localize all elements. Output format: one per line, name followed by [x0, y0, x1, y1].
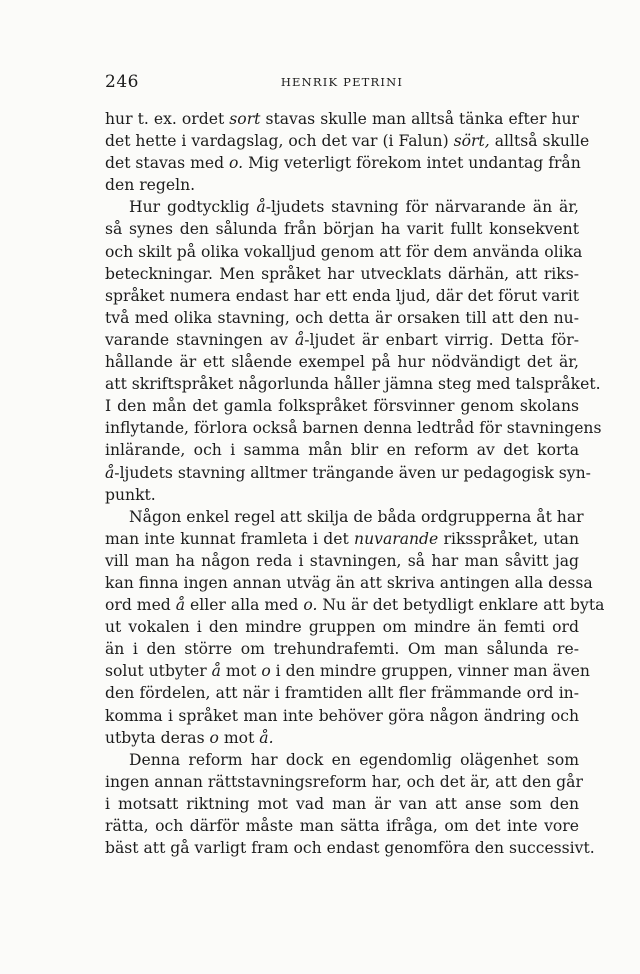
- text-line: [105, 660, 590, 682]
- italic-run: å: [294, 330, 305, 349]
- text-line: [105, 727, 579, 749]
- text-run: man inte kunnat framleta i det: [105, 529, 355, 548]
- text-line: [105, 351, 579, 373]
- italic-run: å: [256, 198, 266, 217]
- text-run: Denna reform har dock en egendomlig olägenhet som: [129, 750, 579, 769]
- italic-run: å: [105, 463, 115, 482]
- text-run: ingen annan rättstavningsreform har, och det är, att den går: [105, 772, 583, 791]
- text-line: [105, 130, 590, 152]
- italic-run: å.: [259, 728, 274, 747]
- text-line: [105, 307, 579, 329]
- text-run: beteckningar. Men språket har utvecklats därhän, att riks-: [105, 264, 579, 283]
- page-number: 246: [105, 72, 139, 92]
- text-run: ord med: [105, 596, 176, 615]
- text-line: [105, 395, 579, 417]
- text-run: Nu är det betydligt enklare att byta: [317, 596, 605, 615]
- text-line: [105, 152, 579, 174]
- text-run: det stavas med: [105, 154, 230, 173]
- text-run: I den mån det gamla folkspråket försvinner genom skolans: [105, 397, 579, 416]
- text-run: i motsatt riktning mot vad man är van att anse som den: [105, 794, 579, 813]
- text-run: än i den större om trehundrafemti. Om man sålunda re-: [105, 640, 579, 659]
- text-run: den fördelen, att när i framtiden allt fler främmande ord in-: [105, 684, 579, 703]
- text-line: [105, 484, 579, 506]
- text-run: eller alla med: [185, 596, 304, 615]
- text-line: [105, 594, 605, 616]
- text-line: [105, 528, 579, 550]
- text-line: [105, 462, 591, 484]
- text-run: så synes den sålunda från början ha varit fullt konsekvent: [105, 220, 579, 239]
- italic-run: å: [211, 662, 221, 681]
- text-run: Hur godtycklig: [129, 198, 257, 217]
- text-run: bäst att gå varligt fram och endast genomföra den successivt.: [105, 839, 595, 858]
- text-line: [105, 749, 579, 771]
- text-line: [105, 616, 579, 638]
- text-line: [105, 771, 583, 793]
- text-run: Någon enkel regel att skilja de båda ordgrupperna åt har: [129, 507, 584, 526]
- italic-run: sört,: [453, 132, 490, 151]
- text-run: riksspråket, utan: [438, 529, 579, 548]
- italic-run: å: [175, 596, 186, 615]
- text-run: den regeln.: [105, 176, 196, 195]
- text-run: -ljudet är enbart virrig. Detta för-: [304, 330, 579, 349]
- text-line: [105, 285, 579, 307]
- text-run: i den mindre gruppen, vinner man även: [270, 662, 590, 681]
- text-run: det hette i vardagslag, och det var (i Falun): [105, 132, 454, 151]
- text-run: punkt.: [105, 485, 156, 504]
- text-line: [105, 263, 579, 285]
- text-run: språket numera endast har ett enda ljud, där det förut varit: [105, 286, 579, 305]
- text-run: Mig veterligt förekom intet undantag från: [243, 154, 581, 173]
- text-run: -ljudets stavning för närvarande än är,: [265, 198, 579, 217]
- text-line: [105, 793, 579, 815]
- paragraph: [105, 749, 595, 859]
- running-head: HENRIK PETRINI: [280, 75, 404, 89]
- text-line: [105, 241, 583, 263]
- text-line: [105, 506, 584, 528]
- paragraph: [105, 196, 602, 505]
- text-run: mot: [218, 728, 260, 747]
- text-line: [105, 572, 593, 594]
- italic-run: sort: [229, 110, 261, 128]
- text-run: utbyta deras: [105, 728, 210, 747]
- text-line: [105, 373, 601, 395]
- text-run: kan finna ingen annan utväg än att skriva antingen alla dessa: [105, 573, 593, 592]
- text-run: två med olika stavning, och detta är orsaken till att den nu-: [105, 308, 579, 327]
- text-run: alltså skulle: [489, 132, 590, 151]
- text-run: vill man ha någon reda i stavningen, så har man såvitt jag: [105, 551, 579, 570]
- text-run: solut utbyter: [105, 662, 212, 681]
- italic-run: o: [261, 662, 271, 681]
- text-line: [105, 682, 579, 704]
- text-line: [105, 417, 602, 439]
- text-run: komma i språket man inte behöver göra någon ändring och: [105, 706, 579, 725]
- text-run: och skilt på olika vokalljud genom att för dem använda olika: [105, 242, 583, 261]
- text-line: [105, 329, 579, 351]
- text-run: inflytande, förlora också barnen denna ledtråd för stavningens: [105, 419, 602, 438]
- text-run: varande stavningen av: [105, 330, 295, 349]
- body-text: [105, 108, 605, 859]
- text-run: mot: [220, 662, 262, 681]
- text-run: att skriftspråket någorlunda håller jämna steg med talspråket.: [105, 375, 601, 394]
- paragraph: [105, 108, 590, 196]
- text-line: [105, 550, 579, 572]
- text-line: [105, 108, 579, 130]
- text-line: [105, 638, 579, 660]
- italic-run: o.: [229, 154, 244, 173]
- text-line: [105, 815, 579, 837]
- text-line: [105, 196, 579, 218]
- text-line: [105, 439, 579, 461]
- text-run: -ljudets stavning alltmer trängande även ur pedagogisk syn-: [114, 463, 591, 482]
- paragraph: [105, 506, 605, 749]
- text-run: hållande är ett slående exempel på hur nödvändigt det är,: [105, 353, 579, 372]
- text-line: [105, 705, 579, 727]
- italic-run: o.: [303, 596, 318, 615]
- text-run: inlärande, och i samma mån blir en reform av det korta: [105, 441, 579, 460]
- text-line: [105, 174, 579, 196]
- text-line: [105, 837, 595, 859]
- text-run: hur t. ex. ordet: [105, 110, 230, 128]
- italic-run: o: [209, 728, 219, 747]
- text-line: [105, 218, 579, 240]
- page-header: [105, 72, 579, 92]
- italic-run: nuvarande: [354, 529, 439, 548]
- text-run: ut vokalen i den mindre gruppen om mindre än femti ord: [105, 618, 579, 637]
- text-run: rätta, och därför måste man sätta ifråga, om det inte vore: [105, 817, 579, 835]
- text-run: stavas skulle man alltså tänka efter hur: [260, 110, 580, 128]
